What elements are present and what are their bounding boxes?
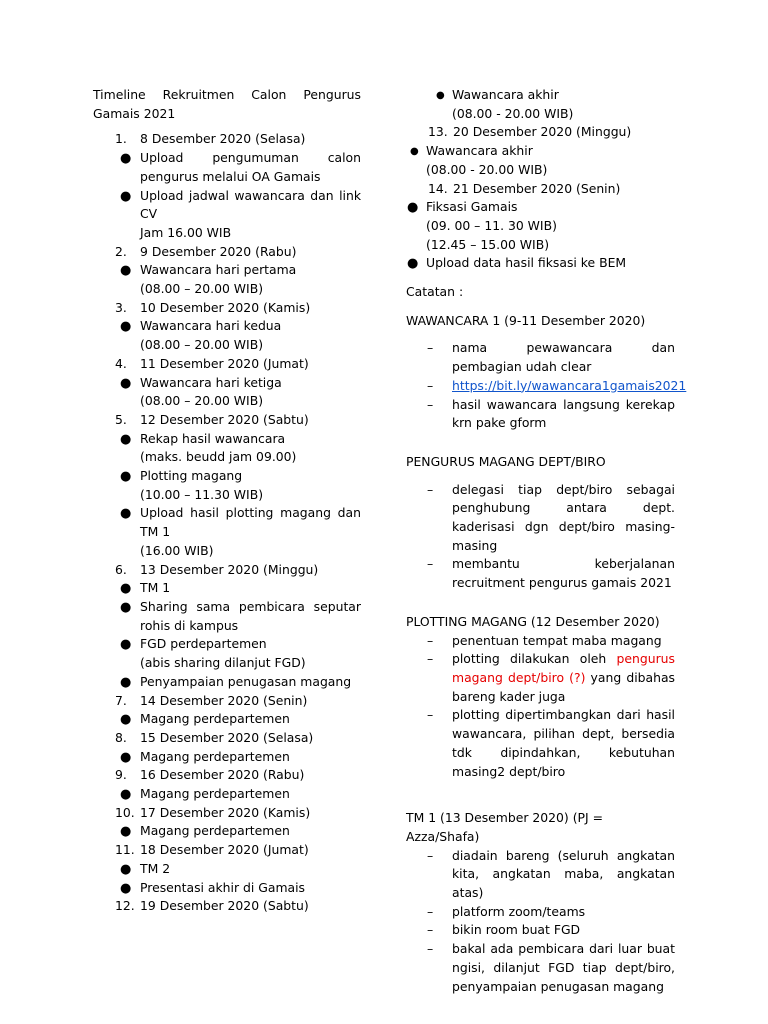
bullet-line: Wawancara hari ketiga: [140, 374, 282, 390]
wawancara-link[interactable]: https://bit.ly/wawancara1gamais2021: [452, 377, 687, 393]
bullet-list: [120, 430, 361, 561]
bullet-line: Presentasi akhir di Gamais: [140, 879, 306, 895]
day-date: 8 Desember 2020 (Selasa): [140, 131, 306, 147]
bullet-text: [140, 149, 361, 186]
dash-item: [427, 632, 675, 651]
timeline-day: [93, 355, 361, 411]
bullet-line: (08.00 – 20.00 WIB): [140, 281, 264, 297]
bullet-icon: ●: [120, 506, 132, 522]
highlighted-text: pengurus magang dept/biro (?): [452, 651, 675, 685]
section-heading: PLOTTING MAGANG (12 Desember 2020): [406, 613, 660, 629]
bullet-item: [120, 748, 361, 767]
note-text: hasil wawancara langsung kerekap krn pake gform: [452, 396, 675, 431]
bullet-icon: ●: [410, 146, 419, 158]
timeline-day: [93, 692, 361, 729]
bullet-text: [140, 635, 361, 672]
right-column: [406, 86, 687, 996]
note-text: platform zoom/teams: [452, 903, 586, 919]
bullet-icon: ●: [120, 431, 132, 447]
bullet-text: [140, 467, 361, 504]
bullet-line: (08.00 – 20.00 WIB): [140, 337, 264, 353]
timeline-day: [93, 130, 361, 242]
bullet-icon: ●: [120, 151, 132, 167]
bullet-text: [140, 261, 361, 298]
bullet-line: Upload data hasil fiksasi ke BEM: [426, 255, 627, 271]
bullet-text: [140, 598, 361, 635]
bullet-text: [140, 785, 361, 804]
bullet-line: FGD perdepartemen: [140, 636, 267, 652]
dash-item: [427, 339, 675, 376]
bullet-item: [120, 261, 361, 298]
day-date: 18 Desember 2020 (Jumat): [140, 842, 309, 858]
bullet-item: [120, 149, 361, 186]
dash-icon: –: [427, 707, 434, 723]
bullet-icon: ●: [120, 469, 132, 485]
day-number: 8.: [115, 729, 127, 745]
dash-icon: –: [427, 847, 434, 863]
timeline-day: [93, 243, 361, 299]
day-number: 2.: [115, 243, 127, 259]
dash-item: [427, 706, 675, 781]
day-number: 6.: [115, 561, 127, 577]
bullet-item: [410, 142, 675, 179]
bullet-icon: ●: [120, 712, 132, 728]
dash-item: [427, 396, 675, 433]
bullet-line: Sharing sama pembicara seputar rohis di kampus: [140, 598, 361, 633]
dash-icon: –: [427, 922, 434, 938]
note-text: nama pewawancara dan pembagian udah clear: [452, 340, 675, 375]
day-date: 9 Desember 2020 (Rabu): [140, 243, 297, 259]
timeline-day: [93, 841, 361, 897]
bullet-item: [120, 598, 361, 635]
bullet-icon: ●: [120, 824, 132, 840]
day-number: 14.: [428, 180, 448, 196]
note-text: membantu keberjalanan recruitment pengurus gamais 2021: [452, 556, 675, 591]
bullet-icon: ●: [407, 256, 419, 272]
section-heading: PENGURUS MAGANG DEPT/BIRO: [406, 453, 606, 469]
bullet-line: Magang perdepartemen: [140, 786, 290, 802]
bullet-text: [426, 198, 675, 254]
bullet-line: Magang perdepartemen: [140, 748, 290, 764]
bullet-line: Upload hasil plotting magang dan TM 1: [140, 505, 361, 540]
bullet-text: [426, 254, 675, 273]
bullet-line: TM 1: [140, 580, 171, 596]
bullet-item: [120, 317, 361, 354]
timeline-day: [406, 180, 675, 274]
bullet-icon: ●: [120, 787, 132, 803]
note-text: delegasi tiap dept/biro sebagai penghubung antara dept. kaderisasi dgn dept/biro masing-masing: [452, 481, 675, 553]
dash-list: [406, 481, 675, 593]
bullet-line: TM 2: [140, 860, 171, 876]
bullet-list: [407, 198, 675, 273]
dash-icon: –: [427, 941, 434, 957]
bullet-text: [426, 142, 675, 179]
dash-item: [427, 940, 675, 996]
bullet-line: Wawancara hari pertama: [140, 262, 297, 278]
dash-icon: –: [427, 556, 434, 572]
dash-item: [427, 921, 675, 940]
bullet-line: (10.00 – 11.30 WIB): [140, 486, 264, 502]
day-date: 17 Desember 2020 (Kamis): [140, 804, 311, 820]
section-heading: TM 1 (13 Desember 2020) (PJ = Azza/Shafa): [406, 810, 603, 844]
bullet-item: [120, 504, 361, 560]
dash-icon: –: [427, 651, 434, 667]
timeline-day: [406, 123, 675, 179]
day-number: 4.: [115, 355, 127, 371]
bullet-item: [120, 374, 361, 411]
timeline-day: [93, 729, 361, 766]
note-text: diadain bareng (seluruh angkatan kita, angkatan maba, angkatan atas): [452, 847, 675, 901]
bullet-list: [120, 149, 361, 243]
timeline-day: [93, 299, 361, 355]
bullet-line: Rekap hasil wawancara: [140, 430, 286, 446]
bullet-icon: ●: [407, 200, 419, 216]
bullet-line: Magang perdepartemen: [140, 823, 290, 839]
bullet-line: Wawancara hari kedua: [140, 318, 282, 334]
timeline-continuation: [406, 86, 675, 273]
bullet-list: [410, 142, 675, 179]
day-number: 12.: [115, 898, 135, 914]
note-text: bikin room buat FGD: [452, 922, 581, 938]
timeline-list-continued: [406, 123, 675, 273]
bullet-line: (12.45 – 15.00 WIB): [426, 236, 550, 252]
timeline-day: [93, 766, 361, 803]
bullet-item: [407, 254, 675, 273]
bullet-line: (16.00 WIB): [140, 542, 214, 558]
bullet-icon: ●: [120, 599, 132, 615]
dash-item: [427, 903, 675, 922]
bullet-line: Jam 16.00 WIB: [140, 224, 232, 240]
bullet-icon: ●: [120, 375, 132, 391]
dash-item: [427, 847, 675, 903]
day-date: 20 Desember 2020 (Minggu): [453, 124, 632, 140]
bullet-text: [140, 374, 361, 411]
dash-icon: –: [427, 632, 434, 648]
note-text: plotting dipertimbangkan dari hasil wawancara, pilihan dept, bersedia tdk dipindahkan, kebutuhan masing2 dept/biro: [452, 707, 675, 779]
bullet-line: (08.00 - 20.00 WIB): [426, 161, 548, 177]
dash-item: [427, 650, 675, 706]
bullet-item: [120, 879, 361, 898]
bullet-text: [140, 748, 361, 767]
bullet-line: (maks. beudd jam 09.00): [140, 449, 297, 465]
bullet-item: [120, 710, 361, 729]
timeline-day: [93, 411, 361, 561]
day-number: 10.: [115, 804, 135, 820]
day-date: 16 Desember 2020 (Rabu): [140, 767, 305, 783]
timeline-day-continued: [406, 86, 675, 123]
timeline-day: [93, 897, 361, 916]
bullet-icon: ●: [120, 880, 132, 896]
bullet-icon: ●: [120, 861, 132, 877]
day-number: 3.: [115, 299, 127, 315]
dash-item: [427, 555, 675, 592]
bullet-line: Wawancara akhir: [426, 143, 533, 159]
bullet-list: [120, 785, 361, 804]
bullet-line: Penyampaian penugasan magang: [140, 673, 352, 689]
bullet-icon: ●: [120, 188, 132, 204]
day-number: 11.: [115, 842, 135, 858]
day-number: 1.: [115, 131, 127, 147]
bullet-item: [120, 673, 361, 692]
bullet-text: [140, 579, 361, 598]
bullet-icon: ●: [120, 674, 132, 690]
bullet-line: (09. 00 – 11. 30 WIB): [426, 217, 557, 233]
dash-list: [406, 632, 675, 782]
dash-icon: –: [427, 340, 434, 356]
day-date: 21 Desember 2020 (Senin): [453, 180, 621, 196]
bullet-item: [120, 579, 361, 598]
bullet-item: [120, 635, 361, 672]
bullet-line: Upload pengumuman calon pengurus melalui OA Gamais: [140, 150, 361, 184]
dash-icon: –: [427, 903, 434, 919]
dash-icon: –: [427, 481, 434, 497]
bullet-text: [140, 317, 361, 354]
bullet-list: [120, 748, 361, 767]
bullet-item: [120, 187, 361, 243]
day-date: 14 Desember 2020 (Senin): [140, 692, 308, 708]
note-text: penentuan tempat maba magang: [452, 632, 662, 648]
bullet-text: [140, 187, 361, 243]
bullet-item: [120, 467, 361, 504]
day-number: 9.: [115, 767, 127, 783]
bullet-text: [452, 86, 675, 123]
bullet-icon: ●: [120, 749, 132, 765]
bullet-line: (08.00 – 20.00 WIB): [140, 393, 264, 409]
day-number: 7.: [115, 692, 127, 708]
timeline-list: [93, 130, 361, 916]
bullet-item: [407, 198, 675, 254]
bullet-line: (abis sharing dilanjut FGD): [140, 655, 306, 671]
bullet-icon: ●: [120, 263, 132, 279]
notes-section: [406, 283, 687, 996]
dash-icon: –: [427, 396, 434, 412]
dash-list: [406, 339, 687, 433]
day-date: 19 Desember 2020 (Sabtu): [140, 898, 309, 914]
day-date: 15 Desember 2020 (Selasa): [140, 729, 314, 745]
bullet-item: [436, 86, 675, 123]
bullet-list: [120, 317, 361, 354]
dash-item: [427, 481, 675, 556]
document-title: Timeline Rekruitmen Calon Pengurus Gamais 2021: [93, 87, 361, 121]
bullet-text: [140, 430, 361, 467]
bullet-line: Plotting magang: [140, 468, 243, 484]
bullet-text: [140, 860, 361, 879]
notes-label: Catatan :: [406, 284, 464, 300]
bullet-text: [140, 710, 361, 729]
bullet-list: [120, 822, 361, 841]
bullet-line: Magang perdepartemen: [140, 711, 290, 727]
bullet-line: Wawancara akhir: [452, 87, 559, 102]
dash-list: [406, 847, 675, 997]
bullet-item: [120, 860, 361, 879]
section-heading: WAWANCARA 1 (9-11 Desember 2020): [406, 312, 646, 328]
bullet-list: [120, 374, 361, 411]
bullet-line: Fiksasi Gamais: [426, 199, 518, 215]
bullet-icon: ●: [120, 319, 132, 335]
bullet-icon: ●: [436, 90, 445, 101]
day-number: 5.: [115, 411, 127, 427]
day-date: 11 Desember 2020 (Jumat): [140, 355, 309, 371]
bullet-text: [140, 504, 361, 560]
day-date: 10 Desember 2020 (Kamis): [140, 299, 311, 315]
bullet-line: Upload jadwal wawancara dan link CV: [140, 187, 361, 222]
bullet-item: [120, 822, 361, 841]
bullet-icon: ●: [120, 637, 132, 653]
note-text: bakal ada pembicara dari luar buat ngisi, dilanjut FGD tiap dept/biro, penyampaian penugasan magang: [452, 941, 675, 994]
bullet-item: [120, 785, 361, 804]
bullet-text: [140, 879, 361, 898]
bullet-list: [120, 579, 361, 691]
dash-item: [427, 377, 687, 396]
note-text: plotting dilakukan oleh: [452, 651, 617, 667]
note-text: yang dibahas bareng kader juga: [452, 669, 675, 704]
timeline-day: [93, 804, 361, 841]
dash-icon: –: [427, 377, 434, 393]
bullet-list: [120, 710, 361, 729]
left-column: [93, 86, 361, 916]
bullet-item: [120, 430, 361, 467]
timeline-day: [93, 561, 361, 692]
day-date: 12 Desember 2020 (Sabtu): [140, 411, 309, 427]
day-number: 13.: [428, 124, 448, 140]
bullet-text: [140, 673, 361, 692]
bullet-line: (08.00 - 20.00 WIB): [452, 105, 574, 121]
bullet-icon: ●: [120, 581, 132, 597]
bullet-text: [140, 822, 361, 841]
day-date: 13 Desember 2020 (Minggu): [140, 561, 319, 577]
bullet-list: [120, 860, 361, 897]
bullet-list: [120, 261, 361, 298]
